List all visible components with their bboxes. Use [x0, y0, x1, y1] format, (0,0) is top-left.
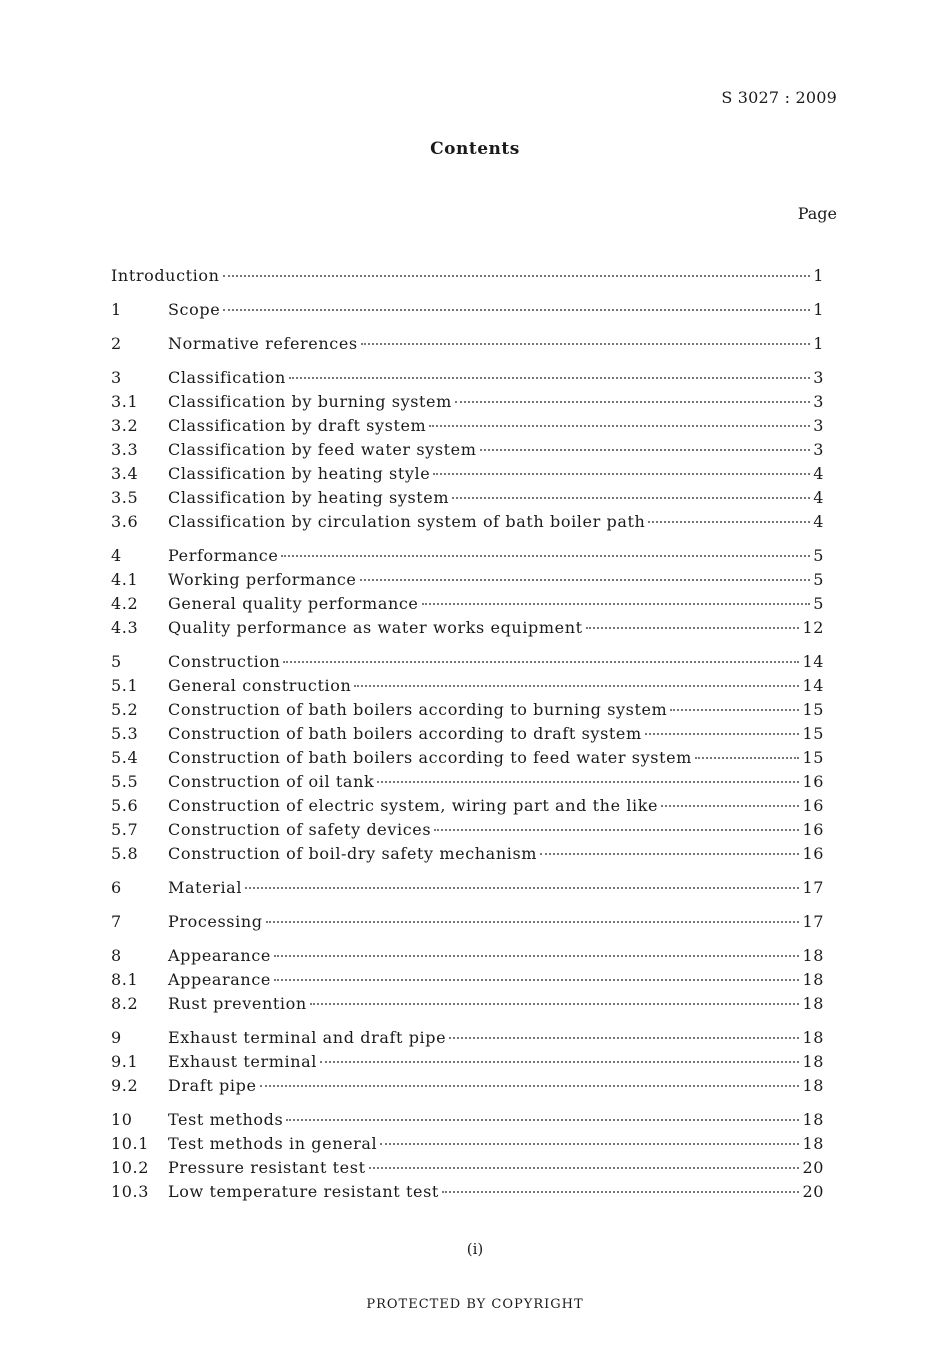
toc-entry-number: 10.2 — [111, 1158, 150, 1177]
toc-group — [111, 1028, 824, 1100]
toc-entry-title: Classification by feed water system — [168, 440, 477, 459]
dot-leader — [442, 1190, 800, 1193]
toc-entry-number: 6 — [111, 878, 122, 897]
copyright-notice: PROTECTED BY COPYRIGHT — [366, 1297, 584, 1312]
dot-leader — [289, 376, 810, 379]
dot-leader — [286, 1118, 799, 1121]
toc-entry-number: 3.3 — [111, 440, 139, 459]
dot-leader — [354, 684, 799, 687]
toc-entry-title: Exhaust terminal — [168, 1052, 317, 1071]
toc-entry-title: General quality performance — [168, 594, 419, 613]
toc-entry-title: General construction — [168, 676, 352, 695]
dot-leader — [281, 554, 810, 557]
toc-entry — [111, 700, 824, 724]
toc-entry-title: Construction of electric system, wiring part and the like — [168, 796, 659, 815]
toc-group — [111, 266, 824, 290]
toc-entry-page: 20 — [802, 1158, 824, 1177]
toc-entry-title: Working performance — [168, 570, 357, 589]
toc-entry-page: 1 — [813, 334, 824, 353]
toc-entry — [111, 266, 824, 290]
dot-leader — [245, 886, 799, 889]
page-column-heading: Page — [797, 204, 837, 223]
dot-leader — [360, 578, 811, 581]
toc-entry-number: 5 — [111, 652, 122, 671]
toc-entry-title: Material — [168, 878, 243, 897]
dot-leader — [369, 1166, 800, 1169]
toc-entry — [111, 594, 824, 618]
dot-leader — [266, 920, 800, 923]
toc-entry-number: 9.2 — [111, 1076, 139, 1095]
toc-entry-page: 15 — [802, 748, 824, 767]
toc-entry — [111, 488, 824, 512]
toc-entry — [111, 676, 824, 700]
toc-entry-page: 16 — [802, 820, 824, 839]
dot-leader — [223, 308, 810, 311]
dot-leader — [452, 496, 810, 499]
toc-entry — [111, 946, 824, 970]
toc-entry-number: 3.6 — [111, 512, 139, 531]
toc-entry-page: 4 — [813, 488, 824, 507]
toc-entry — [111, 1134, 824, 1158]
toc-entry-page: 5 — [813, 546, 824, 565]
toc-entry — [111, 724, 824, 748]
toc-entry — [111, 1110, 824, 1134]
toc-entry-title: Classification by draft system — [168, 416, 427, 435]
toc-entry-page: 5 — [813, 594, 824, 613]
dot-leader — [274, 954, 799, 957]
toc-entry-page: 15 — [802, 700, 824, 719]
footer-page-number: (i) — [466, 1240, 484, 1258]
toc-entry-number: 5.5 — [111, 772, 139, 791]
dot-leader — [310, 1002, 800, 1005]
dot-leader — [540, 852, 799, 855]
dot-leader — [260, 1084, 800, 1087]
toc-entry-title: Normative references — [168, 334, 358, 353]
toc-entry — [111, 772, 824, 796]
document-id: S 3027 : 2009 — [721, 88, 837, 107]
dot-leader — [449, 1036, 799, 1039]
toc-entry-number: 7 — [111, 912, 122, 931]
toc-group — [111, 912, 824, 936]
toc-entry — [111, 970, 824, 994]
toc-entry-number: 10 — [111, 1110, 133, 1129]
toc-entry-page: 3 — [813, 392, 824, 411]
dot-leader — [274, 978, 799, 981]
toc-entry-number: 5.4 — [111, 748, 139, 767]
toc-entry-title: Test methods in general — [168, 1134, 378, 1153]
toc-entry-number: 10.1 — [111, 1134, 150, 1153]
toc-entry-title: Appearance — [168, 946, 271, 965]
toc-entry-title: Construction — [168, 652, 281, 671]
toc-group — [111, 300, 824, 324]
toc-entry — [111, 878, 824, 902]
toc-entry-number: 5.7 — [111, 820, 139, 839]
toc-entry-page: 18 — [802, 1110, 824, 1129]
toc-entry-page: 18 — [802, 1028, 824, 1047]
dot-leader — [648, 520, 810, 523]
toc-entry — [111, 1158, 824, 1182]
dot-leader — [661, 804, 799, 807]
toc-entry — [111, 464, 824, 488]
table-of-contents — [111, 266, 824, 1216]
dot-leader — [645, 732, 800, 735]
toc-entry-page: 3 — [813, 440, 824, 459]
toc-entry — [111, 440, 824, 464]
toc-entry-number: 8.2 — [111, 994, 139, 1013]
toc-entry-page: 18 — [802, 994, 824, 1013]
toc-entry-title: Construction of bath boilers according to draft system — [168, 724, 642, 743]
toc-entry-number: 8 — [111, 946, 122, 965]
toc-entry-number: 3.1 — [111, 392, 139, 411]
dot-leader — [429, 424, 810, 427]
toc-entry-title: Scope — [168, 300, 221, 319]
toc-entry — [111, 844, 824, 868]
toc-entry — [111, 368, 824, 392]
toc-entry-title: Performance — [168, 546, 279, 565]
dot-leader — [670, 708, 799, 711]
toc-entry-number: 5.1 — [111, 676, 139, 695]
toc-group — [111, 1110, 824, 1206]
toc-entry-page: 12 — [802, 618, 824, 637]
toc-entry — [111, 618, 824, 642]
toc-entry-number: 3.2 — [111, 416, 139, 435]
dot-leader — [223, 274, 811, 277]
toc-entry-page: 17 — [802, 912, 824, 931]
toc-entry — [111, 1028, 824, 1052]
toc-entry-title: Quality performance as water works equipment — [168, 618, 583, 637]
toc-entry — [111, 1076, 824, 1100]
toc-entry-page: 4 — [813, 512, 824, 531]
toc-entry — [111, 546, 824, 570]
dot-leader — [586, 626, 800, 629]
dot-leader — [380, 1142, 799, 1145]
toc-entry-page: 3 — [813, 416, 824, 435]
toc-group — [111, 652, 824, 868]
toc-entry-title: Processing — [168, 912, 263, 931]
toc-entry-title: Low temperature resistant test — [168, 1182, 439, 1201]
toc-entry-title: Classification by heating system — [168, 488, 450, 507]
toc-entry — [111, 994, 824, 1018]
toc-entry — [111, 820, 824, 844]
toc-entry-title: Draft pipe — [168, 1076, 257, 1095]
toc-entry — [111, 1182, 824, 1206]
toc-entry-number: 8.1 — [111, 970, 139, 989]
dot-leader — [320, 1060, 799, 1063]
dot-leader — [455, 400, 810, 403]
toc-entry-title: Exhaust terminal and draft pipe — [168, 1028, 447, 1047]
toc-entry-page: 1 — [813, 266, 824, 285]
toc-entry-page: 3 — [813, 368, 824, 387]
toc-entry — [111, 512, 824, 536]
toc-entry-page: 16 — [802, 796, 824, 815]
toc-entry-number: 3.4 — [111, 464, 139, 483]
toc-entry-number: 1 — [111, 300, 122, 319]
toc-entry-page: 15 — [802, 724, 824, 743]
page-title: Contents — [430, 139, 520, 159]
dot-leader — [422, 602, 811, 605]
toc-entry-title: Pressure resistant test — [168, 1158, 366, 1177]
toc-entry-title: Introduction — [111, 266, 220, 285]
toc-group — [111, 368, 824, 536]
toc-entry-page: 16 — [802, 772, 824, 791]
toc-entry — [111, 796, 824, 820]
toc-entry-title: Classification — [168, 368, 286, 387]
toc-entry-number: 4.3 — [111, 618, 139, 637]
dot-leader — [377, 780, 799, 783]
dot-leader — [434, 828, 799, 831]
toc-entry-page: 18 — [802, 1052, 824, 1071]
toc-entry-number: 2 — [111, 334, 122, 353]
toc-entry — [111, 748, 824, 772]
toc-group — [111, 334, 824, 358]
toc-entry — [111, 570, 824, 594]
toc-entry-number: 3 — [111, 368, 122, 387]
toc-entry-title: Test methods — [168, 1110, 284, 1129]
toc-entry-page: 18 — [802, 946, 824, 965]
toc-entry — [111, 912, 824, 936]
toc-entry-title: Classification by circulation system of bath boiler path — [168, 512, 646, 531]
toc-entry-title: Construction of boil-dry safety mechanism — [168, 844, 538, 863]
dot-leader — [480, 448, 811, 451]
toc-entry-page: 17 — [802, 878, 824, 897]
dot-leader — [433, 472, 810, 475]
toc-entry-number: 4 — [111, 546, 122, 565]
toc-entry-title: Classification by burning system — [168, 392, 452, 411]
toc-entry-title: Construction of oil tank — [168, 772, 375, 791]
toc-entry-page: 20 — [802, 1182, 824, 1201]
toc-entry-page: 5 — [813, 570, 824, 589]
toc-entry-title: Construction of safety devices — [168, 820, 432, 839]
toc-entry-number: 3.5 — [111, 488, 139, 507]
toc-group — [111, 546, 824, 642]
toc-group — [111, 878, 824, 902]
toc-entry-page: 18 — [802, 1134, 824, 1153]
toc-entry-page: 18 — [802, 1076, 824, 1095]
toc-entry-title: Rust prevention — [168, 994, 307, 1013]
toc-entry-number: 4.2 — [111, 594, 139, 613]
dot-leader — [361, 342, 811, 345]
dot-leader — [695, 756, 799, 759]
toc-entry-page: 14 — [802, 676, 824, 695]
toc-entry-title: Classification by heating style — [168, 464, 431, 483]
toc-entry-page: 1 — [813, 300, 824, 319]
toc-entry-page: 4 — [813, 464, 824, 483]
toc-entry-number: 10.3 — [111, 1182, 150, 1201]
toc-entry-title: Construction of bath boilers according to burning system — [168, 700, 668, 719]
toc-entry-page: 18 — [802, 970, 824, 989]
toc-entry — [111, 416, 824, 440]
toc-entry — [111, 300, 824, 324]
toc-entry-page: 14 — [802, 652, 824, 671]
toc-entry — [111, 652, 824, 676]
dot-leader — [283, 660, 799, 663]
toc-entry — [111, 1052, 824, 1076]
toc-entry-number: 5.8 — [111, 844, 139, 863]
toc-entry-title: Appearance — [168, 970, 271, 989]
toc-entry-number: 5.3 — [111, 724, 139, 743]
toc-entry-number: 4.1 — [111, 570, 139, 589]
toc-entry-number: 9.1 — [111, 1052, 139, 1071]
toc-group — [111, 946, 824, 1018]
toc-entry — [111, 334, 824, 358]
toc-entry — [111, 392, 824, 416]
toc-entry-number: 5.6 — [111, 796, 139, 815]
toc-entry-number: 9 — [111, 1028, 122, 1047]
toc-entry-page: 16 — [802, 844, 824, 863]
toc-entry-title: Construction of bath boilers according to feed water system — [168, 748, 692, 767]
toc-entry-number: 5.2 — [111, 700, 139, 719]
